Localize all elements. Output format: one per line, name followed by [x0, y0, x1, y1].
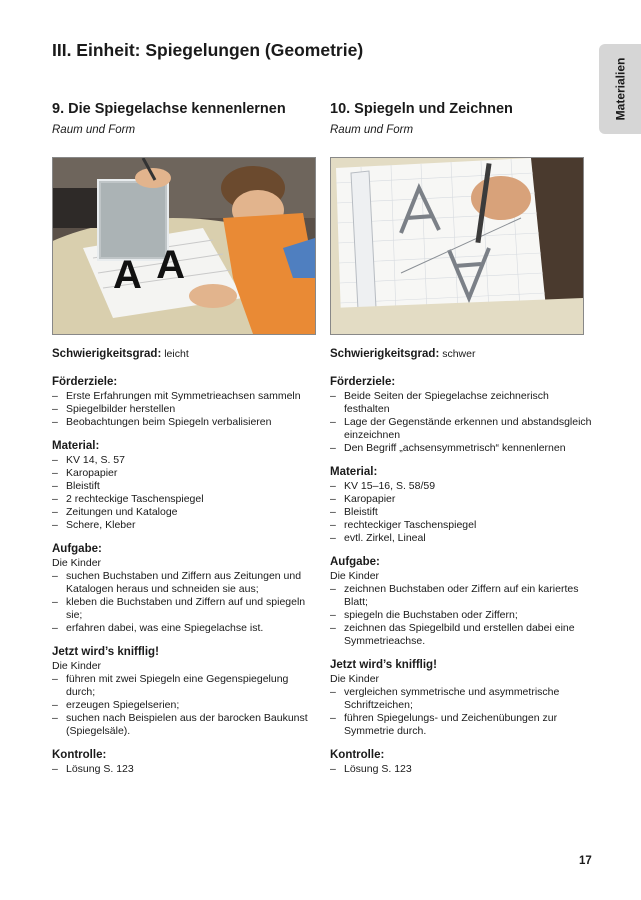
unit-10-task [330, 555, 592, 648]
goals-heading: Förderziele: [330, 376, 396, 388]
list-item: – führen mit zwei Spiegeln eine Gegenspiegelung durch; [52, 673, 316, 699]
difficulty-label: Schwierigkeitsgrad: [330, 348, 440, 360]
unit-9-task [52, 542, 316, 635]
tricky-heading: Jetzt wird’s knifflig! [52, 646, 159, 658]
tricky-intro: Die Kinder [330, 673, 380, 685]
unit-10-tricky [330, 658, 592, 738]
difficulty-value: leicht [164, 348, 189, 360]
task-intro: Die Kinder [330, 570, 380, 582]
unit-10-goals [330, 375, 592, 455]
list-item: – Bleistift [52, 480, 316, 493]
goals-heading: Förderziele: [52, 376, 118, 388]
page-number: 17 [579, 855, 592, 867]
unit-9-column [52, 100, 316, 775]
control-heading: Kontrolle: [52, 749, 107, 761]
list-item: – Den Begriff „achsensymmetrisch“ kennenlernen [330, 442, 592, 455]
unit-9-goals [52, 375, 316, 429]
unit-10-subheading: Raum und Form [330, 124, 414, 136]
list-item: – KV 15–16, S. 58/59 [330, 480, 592, 493]
material-heading: Material: [52, 440, 100, 452]
side-tab-label: Materialien [613, 57, 628, 121]
drawing-photo [330, 157, 584, 335]
difficulty-label: Schwierigkeitsgrad: [52, 348, 162, 360]
drawing-photo-illustration [331, 158, 583, 334]
list-item: – Schere, Kleber [52, 519, 316, 532]
list-item: – Spiegelbilder herstellen [52, 403, 316, 416]
task-heading: Aufgabe: [52, 543, 102, 555]
list-item: – Bleistift [330, 506, 592, 519]
list-item: – zeichnen das Spiegelbild und erstellen dabei eine Symmetrieachse. [330, 622, 592, 648]
list-item: – suchen nach Beispielen aus der barocken Baukunst (Spiegelsäle). [52, 712, 316, 738]
tricky-heading: Jetzt wird’s knifflig! [330, 659, 437, 671]
list-item: – suchen Buchstaben und Ziffern aus Zeitungen und Katalogen heraus und schneiden sie aus; [52, 570, 316, 596]
unit-10-material [330, 465, 592, 545]
mirror-photo [52, 157, 316, 335]
list-item: – evtl. Zirkel, Lineal [330, 532, 592, 545]
list-item: – Erste Erfahrungen mit Symmetrieachsen sammeln [52, 390, 316, 403]
list-item: – kleben die Buchstaben und Ziffern auf und spiegeln sie; [52, 596, 316, 622]
list-item: – erfahren dabei, was eine Spiegelachse ist. [52, 622, 316, 635]
unit-9-control [52, 748, 316, 776]
list-item: – vergleichen symmetrische und asymmetrische Schriftzeichen; [330, 686, 592, 712]
task-intro: Die Kinder [52, 557, 102, 569]
unit-9-subheading: Raum und Form [52, 124, 136, 136]
unit-10-control [330, 748, 592, 776]
list-item: – rechteckiger Taschenspiegel [330, 519, 592, 532]
task-heading: Aufgabe: [330, 556, 380, 568]
material-heading: Material: [330, 466, 378, 478]
side-tab-materialien [599, 44, 641, 134]
unit-9-difficulty [52, 348, 316, 361]
list-item: – Karopapier [52, 467, 316, 480]
unit-10-column [330, 100, 592, 775]
list-item: – spiegeln die Buchstaben oder Ziffern; [330, 609, 592, 622]
difficulty-value: schwer [442, 348, 476, 360]
tricky-intro: Die Kinder [52, 660, 102, 672]
unit-10-difficulty [330, 348, 592, 361]
unit-9-material [52, 439, 316, 532]
list-item: – erzeugen Spiegelserien; [52, 699, 316, 712]
svg-text:A: A [113, 253, 142, 297]
unit-9-tricky [52, 645, 316, 738]
list-item: – 2 rechteckige Taschenspiegel [52, 493, 316, 506]
list-item: – Lösung S. 123 [52, 763, 316, 776]
list-item: – Beide Seiten der Spiegelachse zeichnerisch festhalten [330, 390, 592, 416]
list-item: – Zeitungen und Kataloge [52, 506, 316, 519]
control-heading: Kontrolle: [330, 749, 385, 761]
list-item: – Beobachtungen beim Spiegeln verbalisieren [52, 416, 316, 429]
list-item: – führen Spiegelungs- und Zeichenübungen zur Symmetrie durch. [330, 712, 592, 738]
mirror-photo-illustration [53, 158, 315, 334]
list-item: – KV 14, S. 57 [52, 454, 316, 467]
unit-10-body [330, 348, 592, 786]
unit-10-heading: 10. Spiegeln und Zeichnen [330, 101, 513, 117]
list-item: – Karopapier [330, 493, 592, 506]
page-title: III. Einheit: Spiegelungen (Geometrie) [52, 40, 364, 60]
list-item: – Lösung S. 123 [330, 763, 592, 776]
unit-9-heading: 9. Die Spiegelachse kennenlernen [52, 101, 286, 117]
unit-9-body [52, 348, 316, 786]
list-item: – Lage der Gegenstände erkennen und abstandsgleich einzeichnen [330, 416, 592, 442]
list-item: – zeichnen Buchstaben oder Ziffern auf ein kariertes Blatt; [330, 583, 592, 609]
svg-text:A: A [156, 243, 185, 287]
